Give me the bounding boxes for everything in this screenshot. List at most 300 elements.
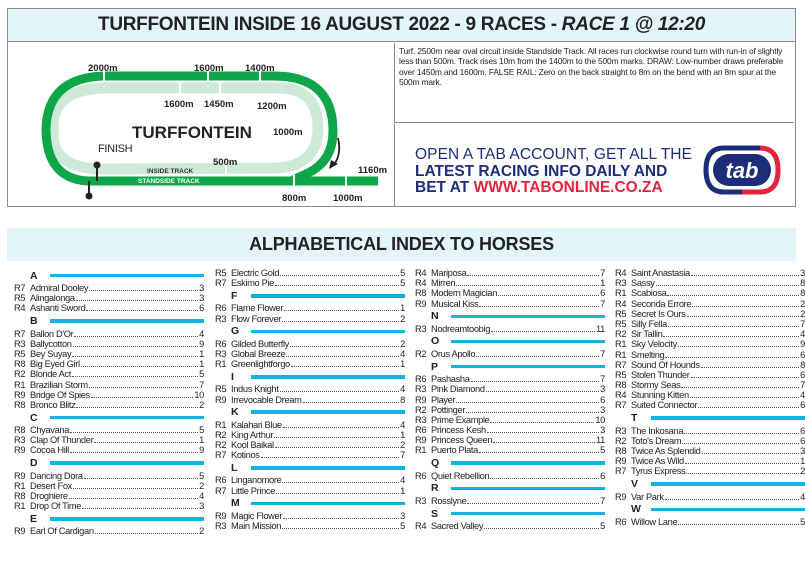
horse-name: Brazilian Storm [30,379,88,390]
leader-dots [72,356,198,357]
horse-entry [215,450,405,460]
leader-dots [687,316,800,317]
race-number: R8 [415,288,427,299]
saddle-number: 6 [800,349,805,360]
saddle-number: 4 [400,348,405,359]
letter-heading [415,310,605,323]
race-number: R9 [14,470,26,481]
race-number: R1 [215,359,227,370]
race-number: R9 [615,456,627,467]
race-number: R1 [14,379,26,390]
horse-entry [215,268,405,278]
race-number: R3 [615,278,627,289]
letter-divider [251,330,405,334]
leader-dots [82,508,198,509]
leader-dots [487,432,599,433]
letter-heading [215,406,405,419]
horse-name: Scabiosa [631,288,667,299]
horse-entry [615,426,805,436]
saddle-number: 2 [199,399,204,410]
saddle-number: 7 [600,348,605,359]
leader-dots [702,453,800,454]
race-number: R9 [215,394,227,405]
horse-name: Pottinger [431,404,466,415]
saddle-number: 6 [800,400,805,411]
saddle-number: 1 [199,359,204,370]
horse-name: The Inkosana [631,425,684,436]
leader-dots [84,478,199,479]
race-number: R6 [415,425,427,436]
leader-dots [479,306,599,307]
race-number: R6 [215,303,227,314]
horse-name: Blonde Act [30,369,71,380]
horse-name: Willow Lane [631,516,678,527]
horse-entry [215,430,405,440]
horse-entry [215,314,405,324]
horse-entry [615,288,805,298]
horse-name: Toto's Dream [631,435,682,446]
index-column-3 [415,268,605,531]
index-column-1 [14,268,204,537]
letter-divider [451,340,605,344]
horse-entry [14,491,204,501]
horse-name: Irrevocable Dream [231,394,302,405]
letter-heading [615,478,805,491]
saddle-number: 3 [600,425,605,436]
saddle-number: 9 [199,338,204,349]
tab-advert[interactable] [394,124,794,206]
horse-name: Kotinos [231,450,260,461]
race-number: R1 [215,419,227,430]
race-number: R5 [615,318,627,329]
advert-url-link[interactable]: WWW.TABONLINE.CO.ZA [473,179,663,196]
saddle-number: 9 [199,445,204,456]
saddle-number: 1 [199,435,204,446]
letter-divider [50,517,204,521]
horse-name: Desert Fox [30,480,72,491]
horse-name: Kool Baikal [231,440,274,451]
saddle-number: 7 [400,450,405,461]
leader-dots [467,503,599,504]
horse-name: Ballycotton [30,338,72,349]
race-number: R3 [215,313,227,324]
race-number: R4 [615,298,627,309]
horse-name: Linganomore [231,475,282,486]
letter-heading [14,315,204,328]
letter-label: B [30,315,38,328]
leader-dots [283,518,399,519]
saddle-number: 4 [800,390,805,401]
leader-dots [276,493,399,494]
horse-entry [415,384,605,394]
leader-dots [76,407,198,408]
race-number: R1 [14,501,26,512]
horse-name: Bey Suyay [30,348,72,359]
race-number: R5 [215,384,227,395]
leader-dots [690,397,799,398]
saddle-number: 1 [199,348,204,359]
leader-dots [280,275,399,276]
race-number: R6 [615,516,627,527]
horse-name: Player [431,394,456,405]
marker-1600m-outer: 1600m [194,63,224,74]
saddle-number: 5 [400,521,405,531]
horse-entry [415,521,605,531]
horse-name: Earl Of Cardigan [30,526,94,537]
race-number: R1 [615,349,627,360]
leader-dots [678,346,799,347]
leader-dots [275,285,399,286]
race-number: R8 [14,399,26,410]
saddle-number: 7 [199,379,204,390]
horse-name: Global Breeze [231,348,286,359]
saddle-number: 1 [400,359,405,370]
marker-1400m: 1400m [245,63,275,74]
race-number: R8 [14,425,26,436]
race-number: R9 [215,510,227,521]
leader-dots [691,275,799,276]
race-number: R9 [14,389,26,400]
horse-entry [14,283,204,293]
race-number: R6 [415,470,427,481]
horse-name: Musical Kiss [431,298,479,309]
leader-dots [498,295,599,296]
advert-line-3 [415,180,692,197]
horse-entry [14,380,204,390]
leader-dots [484,528,599,529]
saddle-number: 1 [400,429,405,440]
horse-name: Chyavana [30,425,70,436]
race-number: R9 [14,445,26,456]
letter-heading [215,289,405,302]
index-title: ALPHABETICAL INDEX TO HORSES [7,228,796,261]
saddle-number: 3 [400,510,405,521]
horse-name: Eskimo Pie [231,278,274,289]
leader-dots [286,356,399,357]
race-number: R7 [215,485,227,496]
horse-name: Twice As Wild [631,456,684,467]
race-number: R7 [215,278,227,289]
track-name: TURFFONTEIN [132,123,252,142]
leader-dots [490,478,599,479]
horse-entry [415,374,605,384]
horse-name: Main Mission [231,521,282,531]
horse-name: Pashasha [431,374,470,385]
horse-entry [615,339,805,349]
horse-entry [215,303,405,313]
leader-dots [274,437,399,438]
race-info-panel [7,8,796,207]
leader-dots [284,310,399,311]
saddle-number: 7 [600,374,605,385]
leader-dots [668,326,799,327]
saddle-number: 6 [800,435,805,446]
leader-dots [91,397,193,398]
horse-entry [615,466,805,476]
saddle-number: 5 [199,369,204,380]
saddle-number: 7 [600,495,605,506]
race-number: R1 [415,445,427,456]
saddle-number: 1 [400,485,405,496]
letter-divider [651,416,805,420]
letter-label: V [631,478,639,491]
race-number: R8 [14,491,26,501]
horse-name: Electric Gold [231,268,280,278]
horse-entry [215,278,405,288]
horse-entry [415,395,605,405]
leader-dots [74,336,198,337]
race-number: R6 [215,338,227,349]
leader-dots [76,300,198,301]
horse-entry [615,456,805,466]
letter-label: S [431,507,439,520]
horse-entry [415,299,605,309]
finish-label: FINISH [98,143,133,155]
letter-label: O [431,335,440,348]
saddle-number: 4 [400,475,405,486]
marker-800m: 800m [282,193,307,204]
horse-entry [14,501,204,511]
saddle-number: 8 [400,394,405,405]
leader-dots [283,427,399,428]
race-number: R4 [415,521,427,531]
letter-divider [50,319,204,323]
horse-name: Magic Flower [231,510,283,521]
letter-label: D [30,457,38,470]
letter-heading [215,461,405,474]
saddle-number: 4 [400,419,405,430]
meeting-title: TURFFONTEIN INSIDE 16 AUGUST 2022 - 9 RACES - [98,14,557,35]
horse-entry [415,496,605,506]
saddle-number: 8 [800,278,805,289]
letter-label: G [231,325,240,338]
horse-entry [415,471,605,481]
letter-divider [50,274,204,278]
horse-name: Big Eyed Girl [30,359,80,370]
leader-dots [94,442,198,443]
letter-divider [651,482,805,486]
race-number: R6 [415,374,427,385]
race-number: R1 [615,339,627,350]
letter-label: Q [431,457,440,470]
letter-heading [215,325,405,338]
race-number: R3 [415,495,427,506]
horse-name: Alingalonga [30,293,75,304]
letter-divider [251,466,405,470]
horse-entry [14,359,204,369]
saddle-number: 9 [800,339,805,350]
horse-entry [415,435,605,445]
horse-name: Rosslyne [431,495,467,506]
leader-dots [667,295,799,296]
letter-label: M [231,497,240,510]
horse-entry [415,405,605,415]
race-number: R7 [615,466,627,477]
marker-1000m-inner: 1000m [273,127,303,138]
leader-dots [493,442,595,443]
leader-dots [665,357,799,358]
saddle-number: 5 [400,268,405,278]
saddle-number: 11 [596,323,605,334]
horse-name: Stunning Kitten [631,390,689,401]
race-number: R7 [215,450,227,461]
horse-entry [14,293,204,303]
saddle-number: 4 [199,491,204,501]
leader-dots [81,366,198,367]
horse-entry [615,436,805,446]
leader-dots [656,285,800,286]
race-number: R9 [14,526,26,537]
letter-divider [451,512,605,516]
leader-dots [684,433,799,434]
letter-divider [251,502,405,506]
horse-name: King Arthur [231,429,274,440]
marker-1600m-inner: 1600m [164,99,194,110]
track-map [8,43,394,206]
horse-name: Orus Apollo [431,348,476,359]
horse-name: Ballon D'Or [30,328,74,339]
horse-name: Twice As Splendid [631,446,701,456]
track-description: Turf. 2500m near oval circuit inside Standside Track. All races run clockwise round turn with run-in of slightly less than 500m. Track rises 10m from the 1400m to the 500m marks. DRAW: Low-number draws preferable over 1450m and 1600m. FALSE RAIL: Zero on the back straight to 8m on the bend with an 8m spur at the 500m mark. [394,43,794,123]
horse-entry [215,521,405,531]
horse-name: Pink Diamond [431,384,485,395]
horse-entry [215,440,405,450]
leader-dots [275,447,400,448]
saddle-number: 6 [600,394,605,405]
horse-entry [14,526,204,536]
horse-name: Sacred Valley [431,521,484,531]
saddle-number: 2 [800,466,805,477]
saddle-number: 6 [800,425,805,436]
index-column-4 [615,268,805,527]
leader-dots [282,528,399,529]
letter-label: R [431,482,439,495]
letter-divider [50,461,204,465]
horse-entry [215,384,405,394]
race-number: R9 [415,435,427,446]
race-number: R2 [14,369,26,380]
leader-dots [303,402,400,403]
advert-text [415,147,692,197]
letter-heading [14,269,204,282]
horse-entry [615,360,805,370]
horse-name: Prime Example [431,414,490,425]
letter-divider [50,416,204,420]
saddle-number: 4 [400,384,405,395]
horse-entry [615,390,805,400]
horse-entry [215,349,405,359]
letter-divider [451,315,605,319]
horse-entry [415,349,605,359]
letter-heading [415,360,605,373]
leader-dots [491,331,595,332]
race-number: R2 [215,429,227,440]
horse-name: Var Park [631,491,664,502]
race-number: R2 [615,435,627,446]
race-number: R7 [615,400,627,411]
saddle-number: 7 [800,380,805,391]
horse-name: Ashanti Sword [30,303,86,314]
race-number: R3 [14,338,26,349]
leader-dots [479,452,599,453]
letter-label: C [30,411,38,424]
leader-dots [72,376,198,377]
saddle-number: 3 [800,268,805,278]
horse-entry [215,420,405,430]
saddle-number: 4 [800,491,805,502]
leader-dots [682,443,799,444]
horse-name: Dancing Dora [30,470,83,481]
marker-1000m-chute: 1000m [333,193,363,204]
leader-dots [678,524,799,525]
horse-name: Silly Fella [631,318,667,329]
horse-entry [415,425,605,435]
index-column-2 [215,268,405,531]
race-number: R1 [615,288,627,299]
horse-entry [215,511,405,521]
race-number: R2 [415,404,427,415]
letter-divider [251,294,405,298]
horse-name: Princess Kesh [431,425,486,436]
saddle-number: 5 [600,445,605,456]
horse-entry [615,350,805,360]
horse-entry [215,475,405,485]
letter-heading [415,507,605,520]
leader-dots [692,306,799,307]
leader-dots [89,290,198,291]
leader-dots [95,533,199,534]
horse-entry [14,369,204,379]
leader-dots [486,391,599,392]
saddle-number: 11 [596,435,605,446]
saddle-number: 7 [600,268,605,278]
horse-name: Admiral Dooley [30,283,89,293]
horse-entry [215,359,405,369]
leader-dots [280,391,400,392]
horse-name: Indus Knight [231,384,279,395]
saddle-number: 6 [600,470,605,481]
horse-name: Smelting [631,349,665,360]
leader-dots [69,498,198,499]
letter-divider [251,375,405,379]
race-number: R5 [14,293,26,304]
horse-name: Little Prince [231,485,276,496]
tab-logo-icon [702,142,782,198]
letter-label: A [30,269,38,282]
marker-1160m: 1160m [358,165,388,176]
horse-entry [415,268,605,278]
horse-entry [415,445,605,455]
horse-entry [14,425,204,435]
saddle-number: 6 [800,369,805,380]
horse-name: Modern Magician [431,288,498,299]
horse-name: Sassy [631,278,655,289]
leader-dots [691,377,800,378]
race-number: R9 [615,491,627,502]
leader-dots [282,321,399,322]
saddle-number: 2 [199,526,204,537]
letter-divider [251,410,405,414]
horse-name: Kalahari Blue [231,419,282,430]
saddle-number: 3 [600,404,605,415]
letter-label: K [231,406,239,419]
letter-label: N [431,310,439,323]
leader-dots [663,336,799,337]
race-number: R8 [14,359,26,370]
leader-dots [70,452,198,453]
horse-name: Secret Is Ours [631,308,686,319]
leader-dots [291,366,399,367]
